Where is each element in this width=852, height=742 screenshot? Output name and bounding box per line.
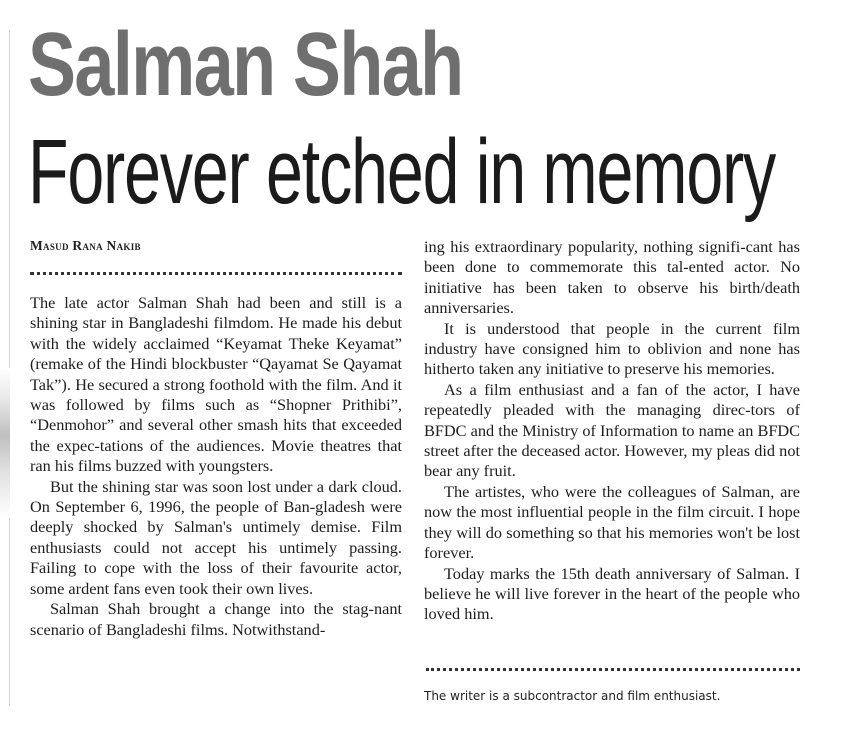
byline-dotted-rule: [30, 272, 402, 275]
article-paragraph: Today marks the 15th death anniversary of Salman. I believe he will live forever in the heart of the people who loved him.: [424, 563, 800, 624]
article-paragraph: ing his extraordinary popularity, nothing signifi-cant has been done to commemorate this tal-ented actor. No initiative has been taken to observe his birth/death anniversaries.: [424, 237, 800, 318]
author-byline: Masud Rana Nakib: [30, 238, 141, 253]
article-column-left: [30, 293, 402, 640]
headline-name: Salman Shah: [28, 15, 463, 115]
article-paragraph: It is understood that people in the current film industry have consigned him to oblivion and none has hitherto taken any initiative to preserve his memories.: [424, 318, 800, 379]
article-paragraph: The late actor Salman Shah had been and still is a shining star in Bangladeshi filmdom. He made his debut with the widely acclaimed “Keyamat Theke Keyamat” (remake of the Hindi blockbuster “Qayamat Se Qayamat Tak”). He secured a strong foothold with the film. And it was followed by films such as “Shopner Prithibi”, “Denmohor” and several other smash hits that exceeded the expec-tations of the audiences. Movie theatres that ran his films buzzed with youngsters.: [30, 293, 402, 476]
writer-footnote: The writer is a subcontractor and film enthusiast.: [424, 689, 721, 703]
article-paragraph: The artistes, who were the colleagues of Salman, are now the most influential people in the film circuit. I hope they will do something so that his memories won't be lost forever.: [424, 481, 800, 563]
adjacent-photo-fragment: [0, 368, 10, 518]
footnote-dotted-rule: [426, 668, 800, 671]
article-paragraph: Salman Shah brought a change into the stag-nant scenario of Bangladeshi films. Notwithstand-: [30, 599, 402, 639]
article-paragraph: But the shining star was soon lost under a dark cloud. On September 6, 1996, the people of Ban-gladesh were deeply shocked by Salman's untimely demise. Film enthusiasts could not accept his untimely passing. Failing to cope with the loss of their favourite actor, some ardent fans even took their own lives.: [30, 476, 402, 598]
article-column-right: [424, 237, 800, 625]
headline-subtitle: Forever etched in memory: [28, 121, 776, 223]
article-paragraph: As a film enthusiast and a fan of the actor, I have repeatedly pleaded with the managing direc-tors of BFDC and the Ministry of Information to name an BFDC street after the deceased actor. However, my pleas did not bear any fruit.: [424, 379, 800, 481]
